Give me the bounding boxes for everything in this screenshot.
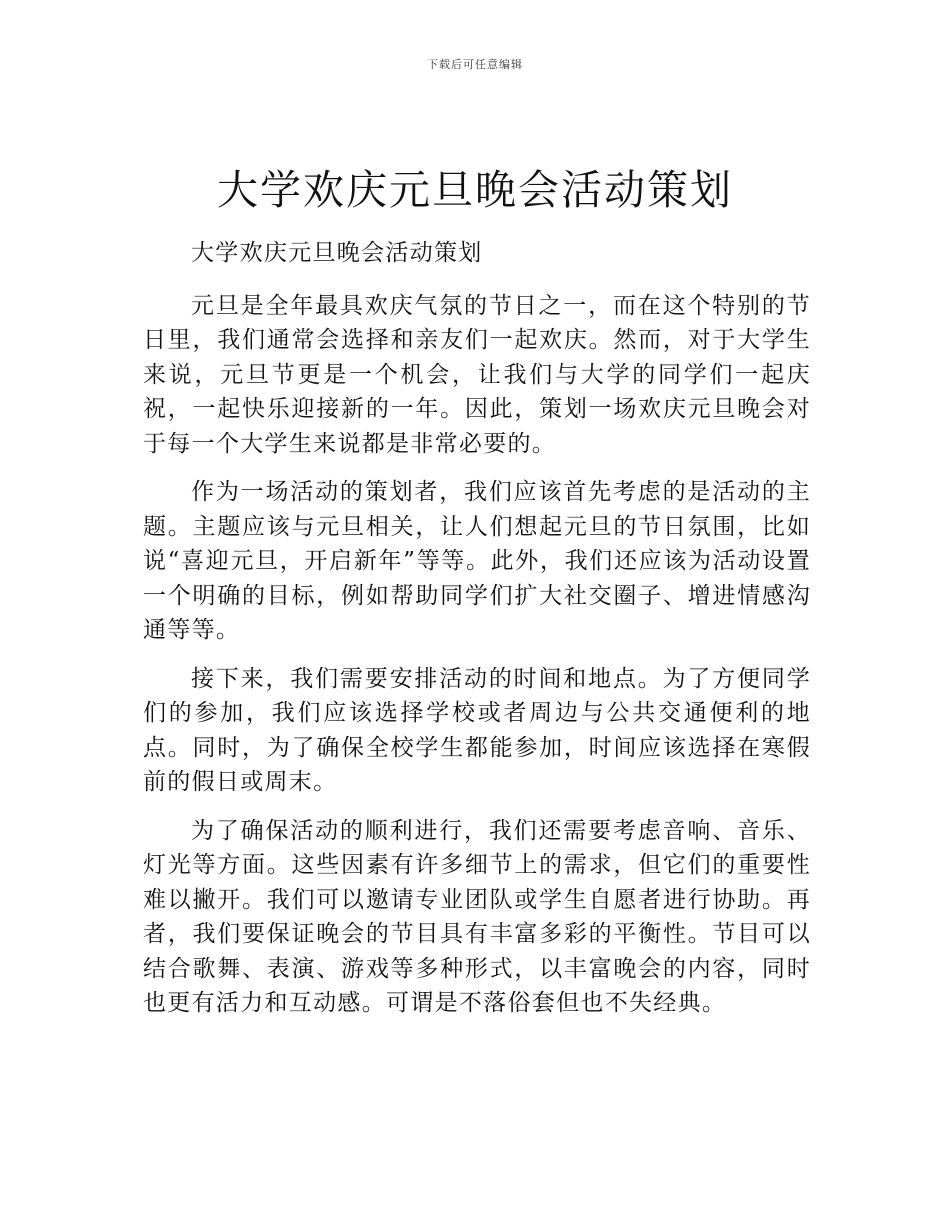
document-subtitle: 大学欢庆元旦晚会活动策划 [191,240,483,266]
paragraph-4: 为了确保活动的顺利进行，我们还需要考虑音响、音乐、灯光等方面。这些因素有许多细节上的需求，但它们的重要性难以撇开。我们可以邀请专业团队或学生自愿者进行协助。再者，我们要保证晚会的节目具有丰富多彩的平衡性。节目可以结合歌舞、表演、游戏等多种形式，以丰富晚会的内容，同时也更有活力和互动感。可谓是不落俗套但也不失经典。 [143,817,811,1016]
document-body [143,236,811,1021]
paragraph-3: 接下来，我们需要安排活动的时间和地点。为了方便同学们的参加，我们应该选择学校或者周边与公共交通便利的地点。同时，为了确保全校学生都能参加，时间应该选择在寒假前的假日或周末。 [143,665,811,795]
document-title: 大学欢庆元旦晚会活动策划 [217,166,733,214]
header-note: 下载后可任意编辑 [427,58,523,71]
paragraph-2: 作为一场活动的策划者，我们应该首先考虑的是活动的主题。主题应该与元旦相关，让人们想起元旦的节日氛围，比如说“喜迎元旦，开启新年”等等。此外，我们还应该为活动设置一个明确的目标，例如帮助同学们扩大社交圈子、增进情感沟通等等。 [143,479,811,643]
paragraph-1: 元旦是全年最具欢庆气氛的节日之一，而在这个特别的节日里，我们通常会选择和亲友们一起欢庆。然而，对于大学生来说，元旦节更是一个机会，让我们与大学的同学们一起庆祝，一起快乐迎接新的一年。因此，策划一场欢庆元旦晚会对于每一个大学生来说都是非常必要的。 [143,292,811,457]
